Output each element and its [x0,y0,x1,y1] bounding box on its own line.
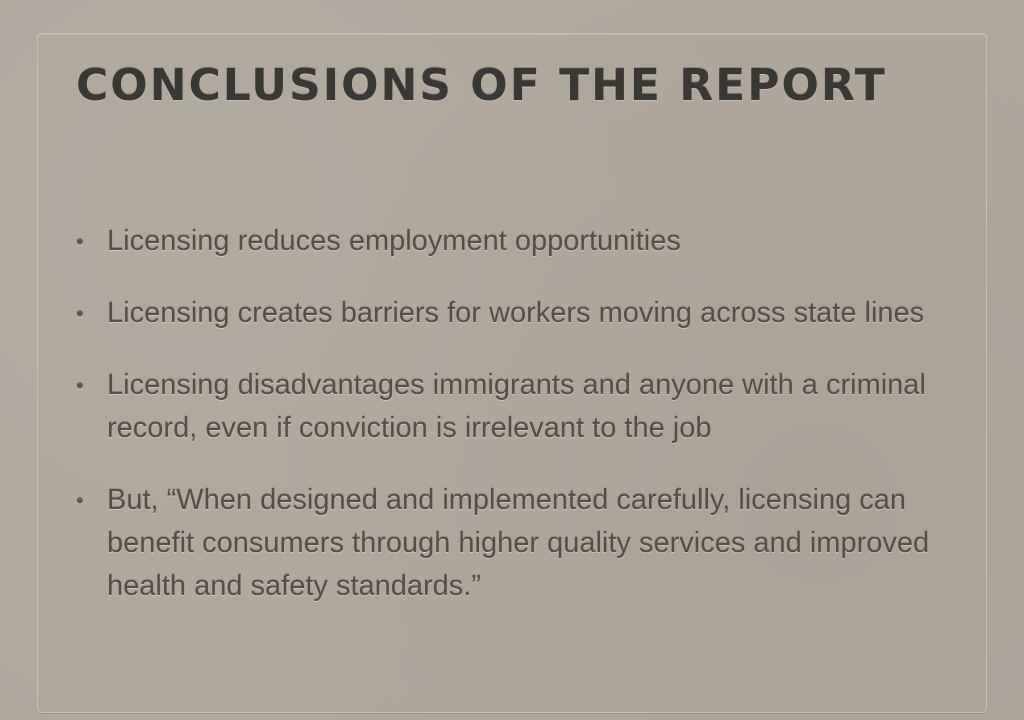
bullet-dot-icon: • [76,301,84,326]
bullet-text: But, “When designed and implemented carefully, licensing can benefit consumers through higher quality services and improved health and safety standards.” [107,484,930,602]
bullet-list [74,220,944,637]
slide-title: CONCLUSIONS OF THE REPORT [76,60,887,111]
bullet-dot-icon: • [76,488,84,513]
bullet-text: Licensing creates barriers for workers moving across state lines [107,297,925,329]
bullet-text: Licensing disadvantages immigrants and anyone with a criminal record, even if conviction is irrelevant to the job [107,369,926,444]
bullet-item [74,479,944,608]
bullet-text: Licensing reduces employment opportunities [107,225,681,257]
bullet-dot-icon: • [76,229,84,254]
bullet-item [74,364,944,450]
bullet-dot-icon: • [76,373,84,398]
bullet-item [74,292,944,335]
bullet-item [74,220,944,263]
